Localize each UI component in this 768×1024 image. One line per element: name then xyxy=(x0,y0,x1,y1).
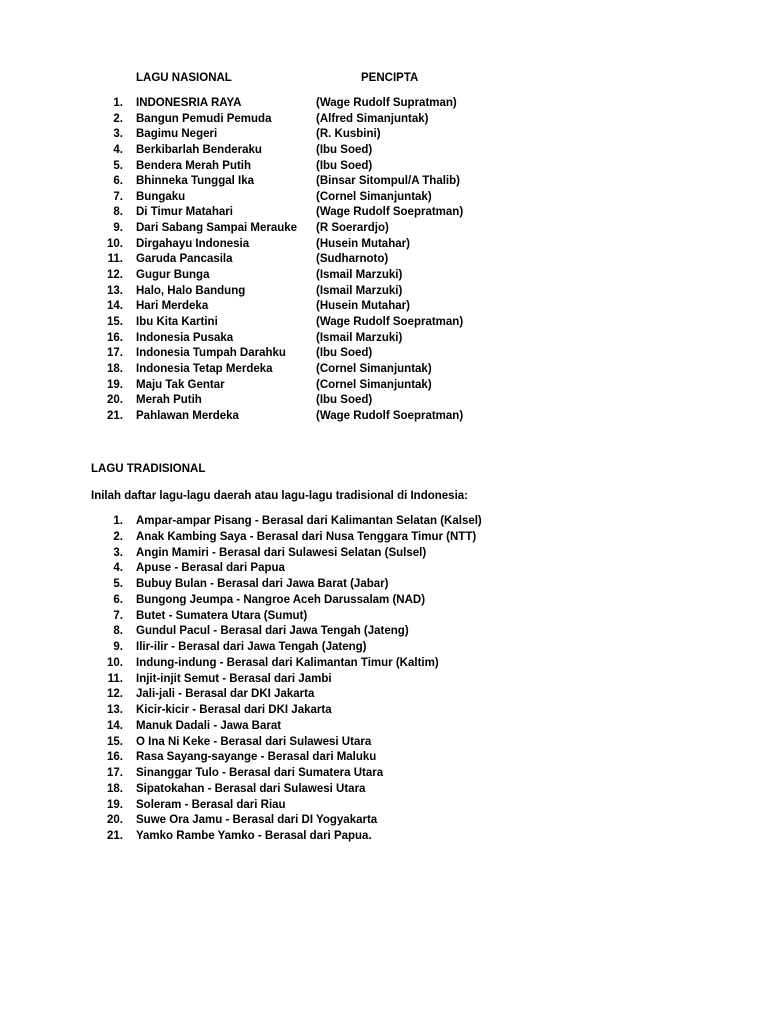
song-description: Sipatokahan - Berasal dari Sulawesi Utara xyxy=(136,782,366,795)
song-number: 12. xyxy=(107,688,123,701)
song-number: 11. xyxy=(107,672,123,685)
traditional-songs-intro: Inilah daftar lagu-lagu daerah atau lagu-lagu tradisional di Indonesia: xyxy=(91,490,468,502)
song-number: 18. xyxy=(107,362,123,375)
traditional-song-row xyxy=(0,830,768,846)
song-number: 8. xyxy=(113,625,123,638)
traditional-song-row xyxy=(0,562,768,578)
song-title: Ibu Kita Kartini xyxy=(136,315,218,328)
song-number: 4. xyxy=(113,562,123,575)
traditional-song-row xyxy=(0,814,768,830)
song-number: 4. xyxy=(113,143,123,156)
national-song-row xyxy=(0,269,768,285)
song-description: Anak Kambing Saya - Berasal dari Nusa Tenggara Timur (NTT) xyxy=(136,530,477,543)
song-number: 7. xyxy=(113,609,123,622)
song-description: O Ina Ni Keke - Berasal dari Sulawesi Utara xyxy=(136,735,372,748)
national-song-row xyxy=(0,128,768,144)
song-title: Merah Putih xyxy=(136,394,202,407)
song-composer: (Alfred Simanjuntak) xyxy=(316,112,429,125)
song-title: Bendera Merah Putih xyxy=(136,159,252,172)
song-title: Gugur Bunga xyxy=(136,269,210,282)
national-song-row xyxy=(0,394,768,410)
national-song-row xyxy=(0,285,768,301)
national-song-row xyxy=(0,363,768,379)
song-number: 3. xyxy=(113,128,123,141)
song-description: Gundul Pacul - Berasal dari Jawa Tengah (Jateng) xyxy=(136,625,409,638)
song-number: 18. xyxy=(107,782,123,795)
traditional-song-row xyxy=(0,547,768,563)
song-composer: (Sudharnoto) xyxy=(316,253,389,266)
song-title: Bhinneka Tunggal Ika xyxy=(136,175,254,188)
song-composer: (R Soerardjo) xyxy=(316,222,389,235)
song-title: Indonesia Tetap Merdeka xyxy=(136,362,273,375)
song-description: Bubuy Bulan - Berasal dari Jawa Barat (Jabar) xyxy=(136,578,389,590)
song-title: Indonesia Tumpah Darahku xyxy=(136,347,286,360)
song-description: Sinanggar Tulo - Berasal dari Sumatera Utara xyxy=(136,767,384,779)
song-description: Rasa Sayang-sayange - Berasal dari Maluku xyxy=(136,751,377,764)
song-title: Bangun Pemudi Pemuda xyxy=(136,112,272,125)
song-number: 1. xyxy=(113,97,123,109)
song-composer: (Ismail Marzuki) xyxy=(316,331,403,344)
song-description: Butet - Sumatera Utara (Sumut) xyxy=(136,609,308,622)
national-song-row xyxy=(0,160,768,176)
traditional-songs-list xyxy=(0,515,768,846)
song-composer: (Ibu Soed) xyxy=(316,347,373,360)
song-composer: (Ibu Soed) xyxy=(316,159,373,172)
song-composer: (R. Kusbini) xyxy=(316,128,381,141)
song-composer: (Wage Rudolf Soepratman) xyxy=(316,206,464,219)
traditional-song-row xyxy=(0,515,768,531)
national-songs-header xyxy=(0,72,768,88)
song-number: 15. xyxy=(107,735,123,748)
song-composer: (Wage Rudolf Supratman) xyxy=(316,97,457,109)
national-song-row xyxy=(0,206,768,222)
song-number: 5. xyxy=(113,578,123,590)
national-songs-list xyxy=(0,97,768,425)
song-description: Angin Mamiri - Berasal dari Sulawesi Selatan (Sulsel) xyxy=(136,546,427,559)
song-title: Pahlawan Merdeka xyxy=(136,409,239,422)
song-number: 20. xyxy=(107,814,123,827)
song-description: Indung-indung - Berasal dari Kalimantan Timur (Kaltim) xyxy=(136,656,439,669)
traditional-song-row xyxy=(0,625,768,641)
national-song-row xyxy=(0,379,768,395)
song-title: Indonesia Pusaka xyxy=(136,331,234,344)
traditional-song-row xyxy=(0,531,768,547)
song-number: 12. xyxy=(107,269,123,282)
song-description: Jali-jali - Berasal dar DKI Jakarta xyxy=(136,688,315,701)
song-number: 13. xyxy=(107,284,123,297)
song-number: 16. xyxy=(107,751,123,764)
song-title: Bungaku xyxy=(136,190,186,203)
traditional-song-row xyxy=(0,594,768,610)
national-song-row xyxy=(0,97,768,113)
song-title: Bagimu Negeri xyxy=(136,128,218,141)
traditional-songs-heading: LAGU TRADISIONAL xyxy=(91,463,206,475)
traditional-song-row xyxy=(0,657,768,673)
song-title: Maju Tak Gentar xyxy=(136,378,225,391)
national-song-row xyxy=(0,222,768,238)
traditional-song-row xyxy=(0,783,768,799)
national-song-row xyxy=(0,175,768,191)
song-number: 10. xyxy=(107,656,123,669)
national-song-row xyxy=(0,191,768,207)
song-description: Ampar-ampar Pisang - Berasal dari Kalimantan Selatan (Kalsel) xyxy=(136,515,482,527)
song-number: 10. xyxy=(107,237,123,250)
song-title: Dari Sabang Sampai Merauke xyxy=(136,222,298,235)
song-composer: (Ismail Marzuki) xyxy=(316,269,403,282)
song-title: Di Timur Matahari xyxy=(136,206,233,219)
song-description: Apuse - Berasal dari Papua xyxy=(136,562,285,575)
traditional-song-row xyxy=(0,673,768,689)
traditional-song-row xyxy=(0,610,768,626)
song-description: Kicir-kicir - Berasal dari DKI Jakarta xyxy=(136,704,332,716)
national-song-row xyxy=(0,144,768,160)
song-description: Ilir-ilir - Berasal dari Jawa Tengah (Jateng) xyxy=(136,641,367,653)
song-description: Bungong Jeumpa - Nangroe Aceh Darussalam (NAD) xyxy=(136,593,426,606)
song-description: Yamko Rambe Yamko - Berasal dari Papua. xyxy=(136,830,372,842)
song-title: Garuda Pancasila xyxy=(136,253,233,266)
song-title: Dirgahayu Indonesia xyxy=(136,237,250,250)
national-song-row xyxy=(0,332,768,348)
song-composer: (Husein Mutahar) xyxy=(316,300,410,313)
traditional-song-row xyxy=(0,736,768,752)
traditional-song-row xyxy=(0,641,768,657)
song-composer: (Wage Rudolf Soepratman) xyxy=(316,409,464,422)
song-number: 15. xyxy=(107,315,123,328)
song-composer: (Cornel Simanjuntak) xyxy=(316,362,432,375)
national-song-row xyxy=(0,253,768,269)
song-number: 20. xyxy=(107,394,123,407)
song-number: 8. xyxy=(113,206,123,219)
traditional-song-row xyxy=(0,688,768,704)
song-number: 9. xyxy=(113,222,123,235)
song-title: Halo, Halo Bandung xyxy=(136,284,246,297)
song-composer: (Ibu Soed) xyxy=(316,143,373,156)
song-composer: (Cornel Simanjuntak) xyxy=(316,378,432,391)
song-composer: (Ismail Marzuki) xyxy=(316,284,403,297)
traditional-song-row xyxy=(0,578,768,594)
song-composer: (Binsar Sitompul/A Thalib) xyxy=(316,175,460,188)
song-number: 14. xyxy=(107,300,123,313)
traditional-song-row xyxy=(0,720,768,736)
song-number: 11. xyxy=(107,253,123,266)
song-number: 21. xyxy=(107,409,123,422)
song-composer: (Husein Mutahar) xyxy=(316,237,410,250)
song-number: 17. xyxy=(107,347,123,360)
song-title: Berkibarlah Benderaku xyxy=(136,143,262,156)
song-number: 17. xyxy=(107,767,123,779)
song-number: 16. xyxy=(107,331,123,344)
traditional-song-row xyxy=(0,799,768,815)
song-number: 14. xyxy=(107,719,123,732)
song-description: Suwe Ora Jamu - Berasal dari DI Yogyakarta xyxy=(136,814,378,827)
national-song-row xyxy=(0,316,768,332)
song-title: Hari Merdeka xyxy=(136,300,209,313)
song-number: 2. xyxy=(113,112,123,125)
song-composer: (Cornel Simanjuntak) xyxy=(316,190,432,203)
column-header-composer: PENCIPTA xyxy=(361,72,419,84)
song-composer: (Ibu Soed) xyxy=(316,394,373,407)
song-number: 3. xyxy=(113,546,123,559)
song-composer: (Wage Rudolf Soepratman) xyxy=(316,315,464,328)
song-number: 9. xyxy=(113,641,123,653)
traditional-song-row xyxy=(0,767,768,783)
national-song-row xyxy=(0,347,768,363)
song-number: 13. xyxy=(107,704,123,716)
national-song-row xyxy=(0,113,768,129)
song-number: 19. xyxy=(107,378,123,391)
song-description: Injit-injit Semut - Berasal dari Jambi xyxy=(136,672,332,685)
song-number: 6. xyxy=(113,593,123,606)
traditional-song-row xyxy=(0,704,768,720)
song-number: 7. xyxy=(113,190,123,203)
national-song-row xyxy=(0,410,768,426)
song-description: Soleram - Berasal dari Riau xyxy=(136,798,286,811)
song-title: INDONESRIA RAYA xyxy=(136,97,242,109)
song-number: 2. xyxy=(113,530,123,543)
national-song-row xyxy=(0,300,768,316)
song-number: 5. xyxy=(113,159,123,172)
song-number: 1. xyxy=(113,515,123,527)
traditional-song-row xyxy=(0,751,768,767)
song-number: 21. xyxy=(107,830,123,842)
national-song-row xyxy=(0,238,768,254)
song-number: 6. xyxy=(113,175,123,188)
column-header-song: LAGU NASIONAL xyxy=(136,72,232,84)
song-description: Manuk Dadali - Jawa Barat xyxy=(136,719,282,732)
song-number: 19. xyxy=(107,798,123,811)
